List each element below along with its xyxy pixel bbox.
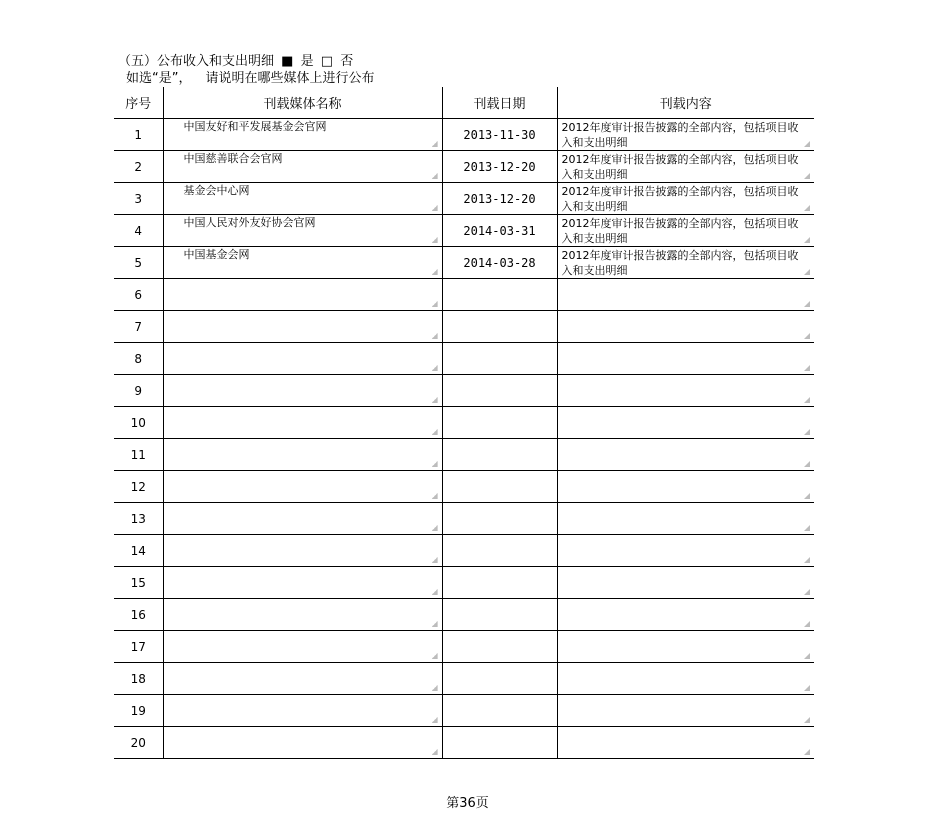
publish-date-cell[interactable] <box>442 535 557 567</box>
resize-grip-icon[interactable] <box>432 717 438 723</box>
table-row <box>114 695 814 727</box>
publish-date-cell[interactable] <box>442 631 557 663</box>
publish-date-cell[interactable]: 2014-03-31 <box>442 215 557 247</box>
content-cell[interactable] <box>557 247 814 279</box>
media-name-cell[interactable] <box>163 375 442 407</box>
checkbox-checked-icon[interactable]: ■ <box>281 54 294 69</box>
content-cell[interactable] <box>557 183 814 215</box>
resize-grip-icon[interactable] <box>804 589 810 595</box>
content-cell[interactable] <box>557 311 814 343</box>
content-cell[interactable] <box>557 727 814 759</box>
resize-grip-icon[interactable] <box>432 429 438 435</box>
header-content: 刊载内容 <box>557 87 814 119</box>
section-title: （五）公布收入和支出明细 <box>118 54 275 69</box>
table-row <box>114 215 814 247</box>
row-index: 2 <box>114 151 163 183</box>
resize-grip-icon[interactable] <box>804 621 810 627</box>
row-index: 18 <box>114 663 163 695</box>
publish-date-cell[interactable] <box>442 663 557 695</box>
resize-grip-icon[interactable] <box>804 557 810 563</box>
table-header-row <box>114 87 814 119</box>
resize-grip-icon[interactable] <box>432 589 438 595</box>
content-cell[interactable] <box>557 439 814 471</box>
media-name-cell[interactable] <box>163 599 442 631</box>
resize-grip-icon[interactable] <box>432 685 438 691</box>
table-row <box>114 407 814 439</box>
row-index: 19 <box>114 695 163 727</box>
note-text: 请说明在哪些媒体上进行公布 <box>205 71 375 86</box>
resize-grip-icon[interactable] <box>804 525 810 531</box>
resize-grip-icon[interactable] <box>432 653 438 659</box>
resize-grip-icon[interactable] <box>432 141 438 147</box>
row-index: 14 <box>114 535 163 567</box>
table-row <box>114 471 814 503</box>
media-name-cell[interactable] <box>163 279 442 311</box>
content-cell[interactable] <box>557 343 814 375</box>
row-index: 9 <box>114 375 163 407</box>
resize-grip-icon[interactable] <box>804 653 810 659</box>
row-index: 13 <box>114 503 163 535</box>
section-heading <box>118 54 353 70</box>
page-number: 第36页 <box>446 796 489 811</box>
table-row <box>114 503 814 535</box>
resize-grip-icon[interactable] <box>432 525 438 531</box>
media-name: 中国基金会网 <box>183 248 250 261</box>
row-index: 16 <box>114 599 163 631</box>
resize-grip-icon[interactable] <box>804 237 810 243</box>
media-name-cell[interactable] <box>163 343 442 375</box>
publish-date-cell[interactable] <box>442 279 557 311</box>
resize-grip-icon[interactable] <box>804 333 810 339</box>
media-name-cell[interactable] <box>163 183 442 215</box>
publish-date-cell[interactable] <box>442 407 557 439</box>
resize-grip-icon[interactable] <box>804 205 810 211</box>
no-option-label: 否 <box>340 54 354 69</box>
resize-grip-icon[interactable] <box>804 461 810 467</box>
table-row <box>114 567 814 599</box>
content-cell[interactable] <box>557 407 814 439</box>
table-row <box>114 439 814 471</box>
table-row <box>114 727 814 759</box>
resize-grip-icon[interactable] <box>432 269 438 275</box>
row-index: 11 <box>114 439 163 471</box>
resize-grip-icon[interactable] <box>804 749 810 755</box>
row-index: 1 <box>114 119 163 151</box>
row-index: 5 <box>114 247 163 279</box>
content-cell[interactable] <box>557 599 814 631</box>
table-row <box>114 247 814 279</box>
publish-date-cell[interactable]: 2013-11-30 <box>442 119 557 151</box>
publication-table <box>114 87 814 759</box>
table-row <box>114 311 814 343</box>
resize-grip-icon[interactable] <box>804 269 810 275</box>
media-name-cell[interactable] <box>163 567 442 599</box>
row-index: 4 <box>114 215 163 247</box>
resize-grip-icon[interactable] <box>432 557 438 563</box>
publish-date-cell[interactable] <box>442 311 557 343</box>
content-cell[interactable] <box>557 535 814 567</box>
content-cell[interactable] <box>557 215 814 247</box>
publish-date-cell[interactable] <box>442 567 557 599</box>
media-name-cell[interactable] <box>163 439 442 471</box>
resize-grip-icon[interactable] <box>804 429 810 435</box>
publish-date-cell[interactable]: 2014-03-28 <box>442 247 557 279</box>
media-name: 中国友好和平发展基金会官网 <box>183 120 327 133</box>
resize-grip-icon[interactable] <box>432 365 438 371</box>
media-name-cell[interactable] <box>163 247 442 279</box>
table-row <box>114 119 814 151</box>
resize-grip-icon[interactable] <box>432 173 438 179</box>
content-text: 2012年度审计报告披露的全部内容，包括项目收入和支出明细 <box>561 153 799 181</box>
resize-grip-icon[interactable] <box>804 141 810 147</box>
media-name-cell[interactable] <box>163 727 442 759</box>
media-name-cell[interactable] <box>163 407 442 439</box>
yes-option-label: 是 <box>300 54 314 69</box>
resize-grip-icon[interactable] <box>432 621 438 627</box>
row-index: 12 <box>114 471 163 503</box>
publish-date-cell[interactable] <box>442 695 557 727</box>
publish-date-cell[interactable] <box>442 471 557 503</box>
row-index: 7 <box>114 311 163 343</box>
content-text: 2012年度审计报告披露的全部内容，包括项目收入和支出明细 <box>561 249 799 277</box>
table-row <box>114 183 814 215</box>
media-name-cell[interactable] <box>163 471 442 503</box>
resize-grip-icon[interactable] <box>804 365 810 371</box>
content-cell[interactable] <box>557 151 814 183</box>
row-index: 8 <box>114 343 163 375</box>
resize-grip-icon[interactable] <box>804 173 810 179</box>
row-index: 17 <box>114 631 163 663</box>
content-cell[interactable] <box>557 503 814 535</box>
publish-date-cell[interactable] <box>442 375 557 407</box>
publish-date-cell[interactable] <box>442 599 557 631</box>
table-row <box>114 535 814 567</box>
media-name-cell[interactable] <box>163 535 442 567</box>
row-index: 20 <box>114 727 163 759</box>
publish-date-cell[interactable] <box>442 727 557 759</box>
resize-grip-icon[interactable] <box>432 333 438 339</box>
resize-grip-icon[interactable] <box>432 461 438 467</box>
content-text: 2012年度审计报告披露的全部内容，包括项目收入和支出明细 <box>561 121 799 149</box>
resize-grip-icon[interactable] <box>804 397 810 403</box>
content-cell[interactable] <box>557 471 814 503</box>
media-name-cell[interactable] <box>163 215 442 247</box>
resize-grip-icon[interactable] <box>432 301 438 307</box>
resize-grip-icon[interactable] <box>804 717 810 723</box>
content-text: 2012年度审计报告披露的全部内容，包括项目收入和支出明细 <box>561 217 799 245</box>
table-row <box>114 151 814 183</box>
media-name-cell[interactable] <box>163 631 442 663</box>
table-row <box>114 279 814 311</box>
row-index: 3 <box>114 183 163 215</box>
resize-grip-icon[interactable] <box>804 301 810 307</box>
row-index: 10 <box>114 407 163 439</box>
table-row <box>114 631 814 663</box>
checkbox-unchecked-icon[interactable]: □ <box>320 54 334 69</box>
resize-grip-icon[interactable] <box>804 493 810 499</box>
resize-grip-icon[interactable] <box>432 205 438 211</box>
content-cell[interactable] <box>557 375 814 407</box>
table-row <box>114 375 814 407</box>
content-text: 2012年度审计报告披露的全部内容，包括项目收入和支出明细 <box>561 185 799 213</box>
media-name-cell[interactable] <box>163 663 442 695</box>
publish-date-cell[interactable] <box>442 343 557 375</box>
content-cell[interactable] <box>557 119 814 151</box>
publish-date-cell[interactable]: 2013-12-20 <box>442 183 557 215</box>
resize-grip-icon[interactable] <box>432 749 438 755</box>
section-note <box>126 71 375 87</box>
publish-date-cell[interactable] <box>442 503 557 535</box>
table-row <box>114 663 814 695</box>
table-row <box>114 599 814 631</box>
content-cell[interactable] <box>557 663 814 695</box>
resize-grip-icon[interactable] <box>432 397 438 403</box>
content-cell[interactable] <box>557 631 814 663</box>
media-name-cell[interactable] <box>163 119 442 151</box>
resize-grip-icon[interactable] <box>432 237 438 243</box>
media-name-cell[interactable] <box>163 311 442 343</box>
resize-grip-icon[interactable] <box>804 685 810 691</box>
header-index: 序号 <box>114 87 163 119</box>
table-row <box>114 343 814 375</box>
media-name-cell[interactable] <box>163 695 442 727</box>
publish-date-cell[interactable] <box>442 439 557 471</box>
content-cell[interactable] <box>557 695 814 727</box>
content-cell[interactable] <box>557 567 814 599</box>
media-name: 中国人民对外友好协会官网 <box>183 216 316 229</box>
publish-date-cell[interactable]: 2013-12-20 <box>442 151 557 183</box>
header-media: 刊载媒体名称 <box>163 87 442 119</box>
content-cell[interactable] <box>557 279 814 311</box>
media-name-cell[interactable] <box>163 151 442 183</box>
media-name: 基金会中心网 <box>183 184 250 197</box>
media-name-cell[interactable] <box>163 503 442 535</box>
note-prefix: 如选“是”， <box>126 71 192 86</box>
row-index: 15 <box>114 567 163 599</box>
row-index: 6 <box>114 279 163 311</box>
header-date: 刊载日期 <box>442 87 557 119</box>
media-name: 中国慈善联合会官网 <box>183 152 283 165</box>
resize-grip-icon[interactable] <box>432 493 438 499</box>
